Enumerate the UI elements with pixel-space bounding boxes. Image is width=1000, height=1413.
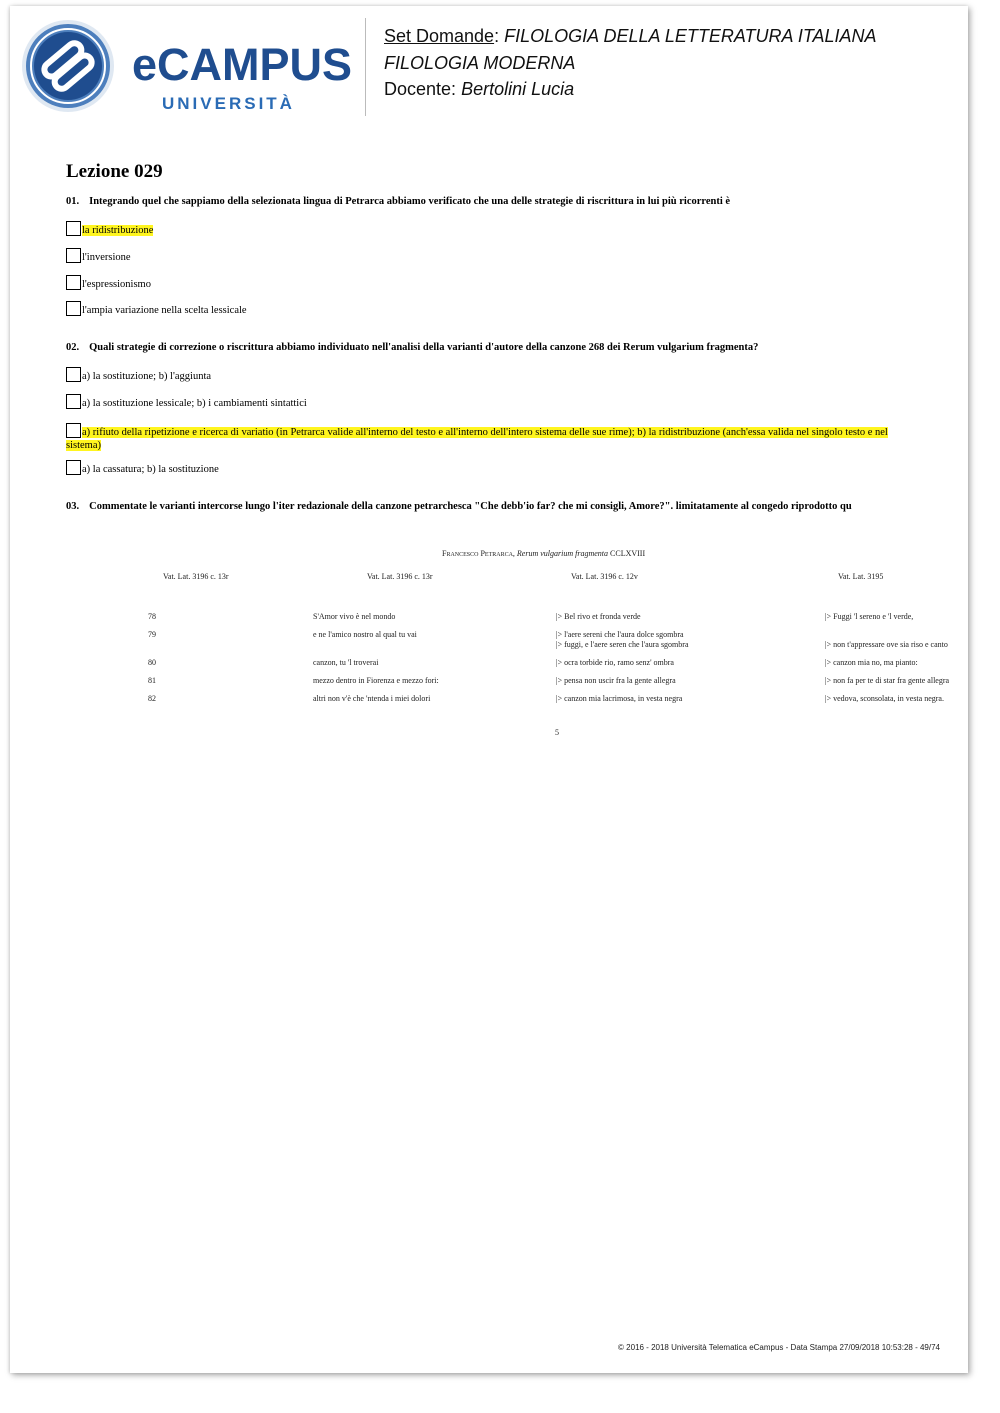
- document-page: [10, 6, 968, 1373]
- option-text: a) rifiuto della ripetizione e ricerca di variatio (in Petrarca valide all'interno del testo e all'interno dell'intero sistema delle sue rime); b) la ridistribuzione (anch'essa valida nel singolo testo e nel sistema): [66, 427, 888, 451]
- checkbox[interactable]: [66, 248, 81, 263]
- line-number: 82: [148, 694, 156, 703]
- question-03: [66, 501, 852, 512]
- option-text: l'inversione: [82, 252, 131, 263]
- ecampus-logo-badge: [20, 18, 116, 114]
- logo-subtitle: UNIVERSITÀ: [162, 94, 295, 113]
- column-header: Vat. Lat. 3196 c. 13r: [367, 572, 433, 581]
- caption-author: Francesco Petrarca,: [442, 549, 515, 558]
- question-text: Commentate le varianti intercorse lungo l'iter redazionale della canzone petrarchesca "Che debb'io far? che mi consigli, Amore?". limitatamente al congedo riprodotto qu: [89, 501, 852, 512]
- table-cell: canzon, tu 'l troverai: [313, 658, 379, 667]
- column-header: Vat. Lat. 3195: [838, 572, 884, 581]
- table-cell: |> Bel rivo et fronda verde: [556, 612, 641, 621]
- teacher-label: Docente:: [384, 79, 457, 99]
- q2-option-4[interactable]: [66, 460, 219, 475]
- line-number: 81: [148, 676, 156, 685]
- teacher-name: Bertolini Lucia: [461, 79, 575, 99]
- header-line-2: [384, 53, 575, 74]
- q2-option-2[interactable]: [66, 394, 307, 409]
- checkbox[interactable]: [66, 275, 81, 290]
- header-divider: [365, 18, 366, 116]
- course-title: FILOLOGIA DELLA LETTERATURA ITALIANA: [504, 26, 877, 46]
- checkbox[interactable]: [66, 221, 81, 236]
- q2-option-1[interactable]: [66, 367, 211, 382]
- table-cell: |> fuggi, e l'aere seren che l'aura sgombra: [556, 640, 689, 649]
- question-number: 03.: [66, 501, 80, 512]
- table-cell: mezzo dentro in Fiorenza e mezzo fori:: [313, 676, 439, 685]
- question-text: Quali strategie di correzione o riscrittura abbiamo individuato nell'analisi della varianti d'autore della canzone 268 dei Rerum vulgarium fragmenta?: [89, 342, 759, 353]
- q1-option-2[interactable]: [66, 248, 131, 263]
- option-text: a) la cassatura; b) la sostituzione: [82, 464, 219, 475]
- table-cell: |> l'aere sereni che l'aura dolce sgombra: [556, 630, 684, 639]
- option-text: la ridistribuzione: [82, 225, 154, 236]
- line-number: 79: [148, 630, 156, 639]
- checkbox[interactable]: [66, 423, 81, 438]
- option-text: l'espressionismo: [82, 279, 151, 290]
- question-number: 01.: [66, 196, 80, 207]
- caption-number: CCLXVIII: [610, 549, 646, 558]
- column-header: Vat. Lat. 3196 c. 13r: [163, 572, 229, 581]
- inner-page-number: 5: [555, 728, 559, 737]
- header-line-1: Set Domande: FILOLOGIA DELLA LETTERATURA ITALIANA: [384, 26, 877, 46]
- question-02: [66, 342, 758, 353]
- checkbox[interactable]: [66, 367, 81, 382]
- option-text: a) la sostituzione lessicale; b) i cambiamenti sintattici: [82, 398, 307, 409]
- checkbox[interactable]: [66, 394, 81, 409]
- question-text: Integrando quel che sappiamo della selezionata lingua di Petrarca abbiamo verificato che una delle strategie di riscrittura in lui più ricorrenti è: [89, 196, 731, 207]
- option-text: l'ampia variazione nella scelta lessicale: [82, 305, 247, 316]
- table-cell: |> Fuggi 'l sereno e 'l verde,: [825, 612, 914, 621]
- q1-option-1[interactable]: [66, 221, 153, 236]
- checkbox[interactable]: [66, 301, 81, 316]
- table-cell: |> non t'appressare ove sia riso e canto: [825, 640, 948, 649]
- set-label: Set Domande: [384, 26, 495, 46]
- q1-option-3[interactable]: [66, 275, 151, 290]
- table-cell: e ne l'amico nostro al qual tu vai: [313, 630, 417, 639]
- caption-work: Rerum vulgarium fragmenta: [516, 549, 609, 558]
- table-cell: |> non fa per te di star fra gente allegra: [825, 676, 950, 685]
- page-footer: © 2016 - 2018 Università Telematica eCampus - Data Stampa 27/09/2018 10:53:28 - 49/74: [618, 1343, 940, 1352]
- table-caption: [442, 549, 645, 558]
- course-subtitle: FILOLOGIA MODERNA: [384, 53, 576, 73]
- line-number: 80: [148, 658, 156, 667]
- table-cell: S'Amor vivo è nel mondo: [313, 612, 396, 621]
- q2-option-3[interactable]: [66, 423, 906, 452]
- q1-option-4[interactable]: [66, 301, 247, 316]
- table-cell: |> ocra torbide rio, ramo senz' ombra: [556, 658, 674, 667]
- table-cell: |> pensa non uscir fra la gente allegra: [556, 676, 676, 685]
- table-cell: altri non v'è che 'ntenda i miei dolori: [313, 694, 431, 703]
- checkbox[interactable]: [66, 460, 81, 475]
- question-number: 02.: [66, 342, 80, 353]
- table-cell: |> canzon mia no, ma pianto:: [825, 658, 918, 667]
- column-header: Vat. Lat. 3196 c. 12v: [571, 572, 638, 581]
- line-number: 78: [148, 612, 156, 621]
- table-cell: |> vedova, sconsolata, in vesta negra.: [825, 694, 944, 703]
- logo-wordmark: eCAMPUS: [132, 39, 353, 90]
- option-text: a) la sostituzione; b) l'aggiunta: [82, 371, 212, 382]
- table-cell: |> canzon mia lacrimosa, in vesta negra: [556, 694, 683, 703]
- question-01: [66, 196, 730, 207]
- lesson-title: Lezione 029: [66, 161, 163, 182]
- header-line-3: [384, 79, 574, 100]
